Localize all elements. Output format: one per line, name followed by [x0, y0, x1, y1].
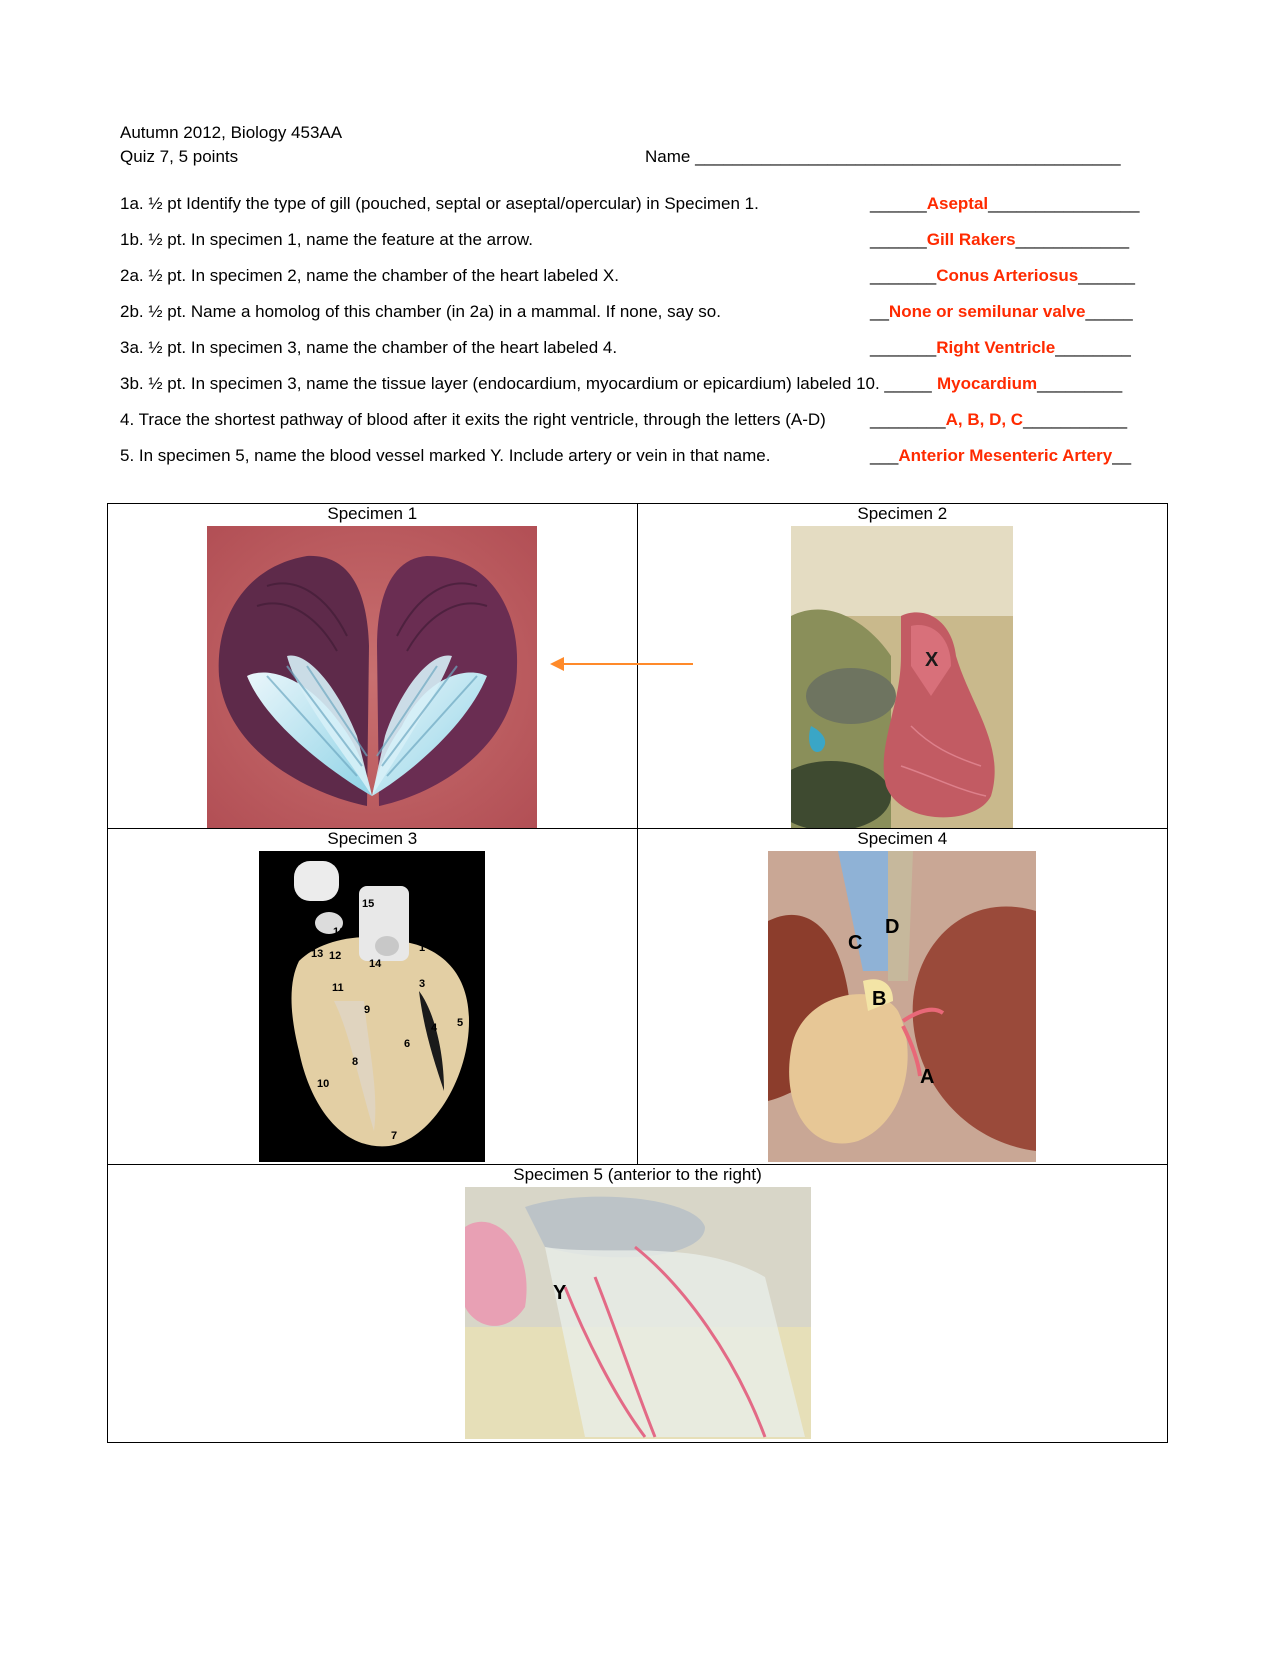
- label-14: 14: [369, 958, 382, 970]
- question-3a: 3a. ½ pt. In specimen 3, name the chamber of the heart labeled 4.: [120, 338, 618, 357]
- question-2b: 2b. ½ pt. Name a homolog of this chamber (in 2a) in a mammal. If none, say so.: [120, 302, 721, 321]
- answer-4: ________A, B, D, C___________: [870, 410, 1128, 429]
- label-13: 13: [311, 948, 324, 960]
- specimen-2-cell: [637, 504, 1167, 829]
- label-3: 3: [419, 978, 426, 990]
- question-1a: 1a. ½ pt Identify the type of gill (pouched, septal or aseptal/opercular) in Specimen 1.: [120, 194, 759, 213]
- specimen-4-cell: [637, 829, 1167, 1165]
- course-title: Autumn 2012, Biology 453AA: [120, 123, 343, 142]
- question-4: 4. Trace the shortest pathway of blood after it exits the right ventricle, through the letters (A-D): [120, 410, 826, 429]
- specimen-1-caption: Specimen 1: [327, 504, 418, 523]
- specimen-table: [107, 503, 1168, 1443]
- label-c: C: [848, 932, 863, 954]
- quiz-title: Quiz 7, 5 points: [120, 147, 239, 166]
- question-5: 5. In specimen 5, name the blood vessel marked Y. Include artery or vein in that name.: [120, 446, 771, 465]
- label-d: D: [885, 916, 900, 938]
- label-11: 11: [332, 982, 344, 994]
- label-9: 9: [364, 1004, 371, 1016]
- specimen-1-cell: [108, 504, 638, 829]
- answer-1b: ______Gill Rakers____________: [870, 230, 1130, 249]
- answer-2a: _______Conus Arteriosus______: [870, 266, 1135, 285]
- label-10: 10: [317, 1078, 330, 1090]
- specimen-4-caption: Specimen 4: [857, 829, 948, 848]
- question-1b: 1b. ½ pt. In specimen 1, name the feature at the arrow.: [120, 230, 533, 249]
- label-y: Y: [552, 1282, 566, 1304]
- label-12: 12: [329, 950, 342, 962]
- answer-3b: Myocardium_________: [937, 374, 1123, 393]
- answer-1a: ______Aseptal________________: [870, 194, 1140, 213]
- label-4: 4: [431, 1022, 438, 1034]
- label-x: X: [925, 649, 939, 671]
- specimen-3-caption: Specimen 3: [327, 829, 418, 848]
- specimen-2-caption: Specimen 2: [857, 504, 948, 523]
- specimen-1-image: [207, 526, 537, 828]
- label-b: B: [872, 988, 887, 1010]
- specimen-5-cell: [108, 1165, 1168, 1443]
- name-field[interactable]: Name _____________________________________________: [645, 147, 1121, 166]
- label-6: 6: [404, 1038, 411, 1050]
- answer-5: ___Anterior Mesenteric Artery__: [870, 446, 1132, 465]
- specimen-4-image: [768, 851, 1036, 1162]
- specimen-3-cell: [108, 829, 638, 1165]
- label-a: A: [920, 1066, 935, 1088]
- specimen-5-image: [465, 1187, 811, 1439]
- label-15: 15: [362, 898, 375, 910]
- question-2a: 2a. ½ pt. In specimen 2, name the chamber of the heart labeled X.: [120, 266, 619, 285]
- label-16: 16: [333, 926, 346, 938]
- label-2: 2: [439, 930, 446, 942]
- specimen-3-image: [259, 851, 485, 1162]
- question-3b: 3b. ½ pt. In specimen 3, name the tissue layer (endocardium, myocardium or epicardium) labeled 10. _____: [120, 374, 932, 393]
- specimen-2-image: [791, 526, 1013, 828]
- label-7: 7: [391, 1130, 398, 1142]
- label-8: 8: [352, 1056, 359, 1068]
- answer-3a: _______Right Ventricle________: [870, 338, 1131, 357]
- answer-2b: __None or semilunar valve_____: [870, 302, 1133, 321]
- arrow-icon: [548, 654, 698, 674]
- specimen-5-caption: Specimen 5 (anterior to the right): [513, 1165, 762, 1184]
- label-5: 5: [457, 1017, 464, 1029]
- label-1: 1: [419, 942, 426, 954]
